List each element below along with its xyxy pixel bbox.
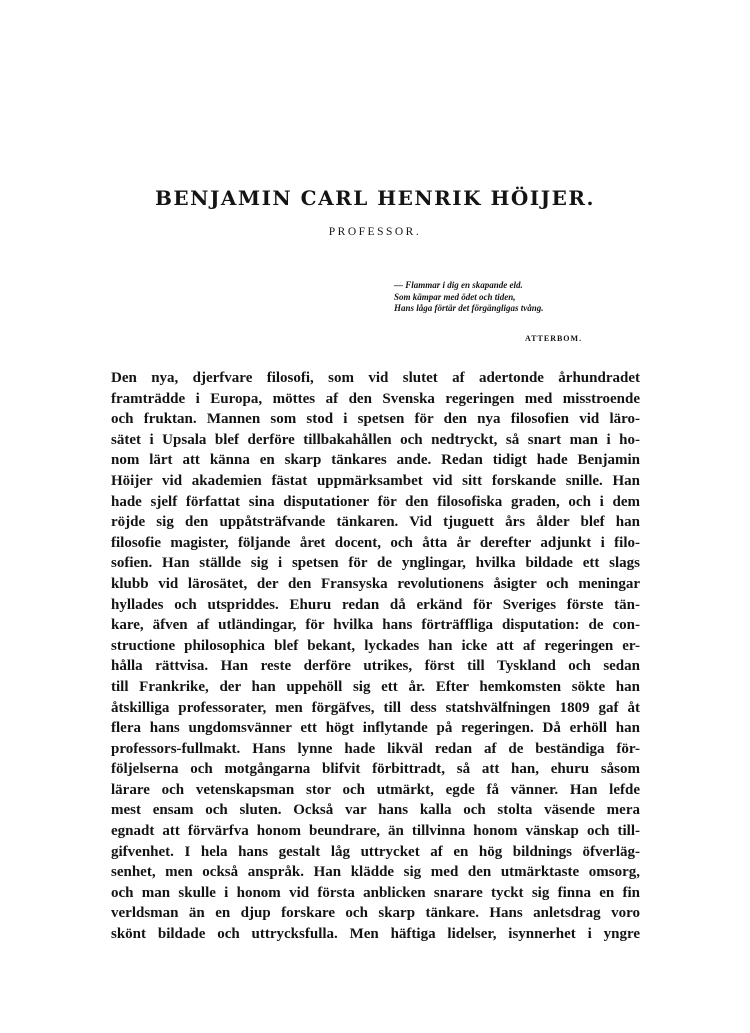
body-text <box>111 368 640 945</box>
text-line: hade sjelf författat sina disputationer för den filosofiska graden, och i dem <box>111 493 640 510</box>
text-line: framträdde i Europa, möttes af den Svenska regeringen med misstroende <box>111 390 640 407</box>
text-line: gifvenhet. I hela hans gestalt låg uttrycket af en hög bildnings öfverläg- <box>111 843 640 860</box>
text-line: skönt bildade och uttrycksfulla. Men häftiga lidelser, isynnerhet i yngre <box>111 926 640 943</box>
epigraph-author: ATTERBOM. <box>525 334 583 343</box>
text-line: professors-fullmakt. Hans lynne hade likväl redan af de beständiga för- <box>111 740 640 757</box>
text-line: sofien. Han ställde sig i spetsen för de ynglingar, hvilka bildade ett slags <box>111 555 640 572</box>
text-line: och fruktan. Mannen som stod i spetsen för den nya filosofien vid läro- <box>111 411 640 428</box>
text-line: kare, äfven af utländingar, för hvilka hans förträffliga disputation: de con- <box>111 617 640 634</box>
text-line: mest ensam och sluten. Också var hans kalla och stolta väsende mera <box>111 802 640 819</box>
text-line: filosofie magister, följande året docent, och åtta år derefter adjunkt i filo- <box>111 534 640 551</box>
text-line: och man skulle i honom vid första anblicken snarare tyckt sig finna en fin <box>111 884 640 901</box>
text-line: Den nya, djerfvare filosofi, som vid slutet af adertonde århundradet <box>111 370 640 386</box>
text-line: klubb vid lärosätet, der den Fransyska revolutionens åsigter och meningar <box>111 575 640 592</box>
text-line: hyllades och utspriddes. Ehuru redan då erkänd för Sveriges förste tän- <box>111 596 640 613</box>
text-line: flera hans ungdomsvänner ett högt inflytande på regeringen. Då erhöll han <box>111 720 640 737</box>
text-line: egnadt att förvärfva honom beundrare, än tillvinna honom vänskap och till- <box>111 823 640 840</box>
text-line: senhet, men också anspråk. Han klädde sig med den utmärktaste omsorg, <box>111 864 640 881</box>
epigraph-line: — Flammar i dig en skapande eld. <box>394 280 523 290</box>
epigraph-line: Hans låga förtär det förgängligas tvång. <box>394 303 544 313</box>
epigraph <box>394 280 654 315</box>
text-line: lärare och vetenskapsman stor och utmärkt, egde få vänner. Han lefde <box>111 781 640 798</box>
text-line: röjde sig den uppåtsträfvande tänkaren. Vid tjuguett års ålder blef han <box>111 514 640 531</box>
page-subtitle: PROFESSOR. <box>328 226 422 238</box>
text-line: till Frankrike, der han uppehöll sig ett år. Efter hemkomsten sökte han <box>111 678 640 695</box>
text-line: följelserna och motgångarna blifvit förbittradt, så att han, ehuru såsom <box>111 761 640 778</box>
text-line: hålla rättvisa. Han reste derföre utrikes, först till Tyskland och sedan <box>111 658 640 675</box>
text-line: Höijer vid akademien fästat uppmärksambet vid sitt forskande snille. Han <box>111 472 640 489</box>
text-line: structione philosophica blef bekant, lyckades han icke att af regeringen er- <box>111 637 640 654</box>
text-line: nom lärt att känna en skarp tänkares ande. Redan tidigt hade Benjamin <box>111 452 640 469</box>
page-title: BENJAMIN CARL HENRIK HÖIJER. <box>155 186 595 210</box>
epigraph-line: Som kämpar med ödet och tiden, <box>394 291 516 302</box>
text-line: sätet i Upsala blef derföre tillbakahållen och nedtryckt, så snart man i ho- <box>111 431 640 448</box>
text-line: åtskilliga professorater, men förgäfves, till dess statshvälfningen 1809 gaf åt <box>111 699 640 716</box>
text-line: verldsman än en djup forskare och skarp tänkare. Hans anletsdrag voro <box>111 905 640 922</box>
